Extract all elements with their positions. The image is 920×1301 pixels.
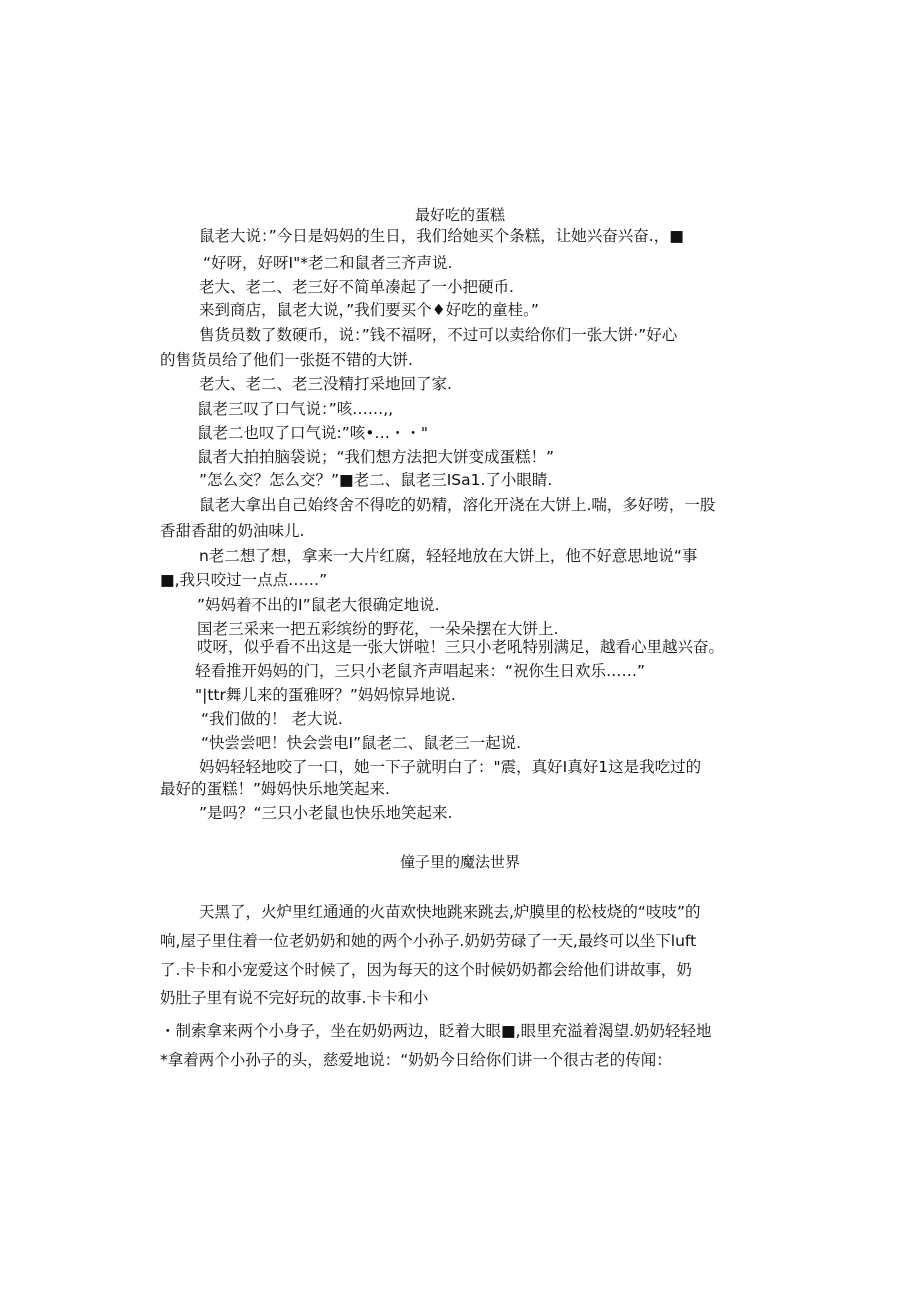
story2-line: 天黑了，火炉里红通通的火苗欢快地跳来跳去,炉膜里的松枝烧的“吱吱”的	[199, 903, 701, 921]
story1-line: n老二想了想，拿来一大片红腐，轻轻地放在大饼上，他不好意思地说“事	[199, 547, 698, 565]
story1-line: 香甜香甜的奶油味儿.	[160, 522, 305, 540]
story2-line: 奶肚子里有说不完好玩的故事.卡卡和小	[160, 989, 429, 1007]
story1-line: ■,我只咬过一点点……”	[160, 571, 328, 589]
story1-line: 鼠者大拍拍脑袋说；“我们想方法把大饼变成蛋糕！”	[197, 448, 555, 466]
story1-line: "|ttr舞儿来的蛋雅呀？”妈妈惊异地说.	[195, 686, 456, 704]
story1-line: 售货员数了数硬币，说：”钱不福呀，不过可以卖给你们一张大饼·”好心	[199, 326, 678, 344]
story1-line: 鼠老三叹了口气说：”咳……,,	[197, 400, 394, 418]
story1-line: 鼠老大说：”今日是妈妈的生日，我们给她买个条糕，让她兴奋兴奋.，■	[199, 227, 684, 245]
story1-line: 鼠老二也叹了口气说:”咳•…・・"	[197, 424, 429, 442]
story1-line: 的售货员给了他们一张挺不错的大饼.	[160, 351, 413, 369]
story1-line: “我们做的！ 老大说.	[201, 710, 343, 728]
story1-line: 来到商店，鼠老大说，”我们要买个♦好吃的童桂。”	[199, 301, 539, 319]
story1-line: 哎呀，似乎看不出这是一张大饼啦！三只小老吼特别满足，越看心里越兴奋。	[197, 638, 725, 656]
story1-line: 老大、老二、老三没精打采地回了家.	[199, 375, 452, 393]
story1-line: ”妈妈着不出的I”鼠老大很确定地说.	[197, 596, 440, 614]
story1-line: ”怎么交？怎么交？”■老二、鼠老三ISa1.了小眼睛.	[199, 471, 553, 489]
story2-line: 了.卡卡和小宠爱这个时候了，因为每天的这个时候奶奶都会给他们讲故事，奶	[160, 961, 692, 979]
story1-line: 国老三采来一把五彩缤纷的野花，一朵朵摆在大饼上.	[197, 620, 559, 638]
story2-line: *拿着两个小孙子的头，慈爱地说：“奶奶今日给你们讲一个很古老的传闻：	[160, 1051, 672, 1069]
story1-title: 最好吃的蛋糕	[414, 206, 505, 224]
story1-line: 轻看推开妈妈的门，三只小老鼠齐声唱起来：“祝你生日欢乐……”	[195, 662, 646, 680]
story1-line: 妈妈轻轻地咬了一口，她一下子就明白了："震，真好I真好1这是我吃过的	[199, 758, 702, 776]
story2-line: 响,屋子里住着一位老奶奶和她的两个小孙子.奶奶劳碌了一天,最终可以坐下luft	[160, 932, 697, 950]
story1-line: 最好的蛋糕！”姆妈快乐地笑起来.	[160, 780, 390, 798]
story1-line: ”是吗？“三只小老鼠也快乐地笑起来.	[199, 804, 453, 822]
story2-title: 僮子里的魔法世界	[399, 853, 520, 871]
story2-line: ・制索拿来两个小身子，坐在奶奶两边，眨着大眼■,眼里充溢着渴望.奶奶轻轻地	[160, 1022, 712, 1040]
story1-line: 鼠老大拿出自己始终舍不得吃的奶精，溶化开浇在大饼上.喘，多好唠，一股	[199, 496, 716, 514]
story1-line: “好呀，好呀I"*老二和鼠者三齐声说.	[203, 254, 453, 272]
story1-line: “快尝尝吧！快会尝电I”鼠老二、鼠老三一起说.	[201, 734, 522, 752]
story1-line: 老大、老二、老三好不简单凑起了一小把硬币.	[199, 278, 514, 296]
